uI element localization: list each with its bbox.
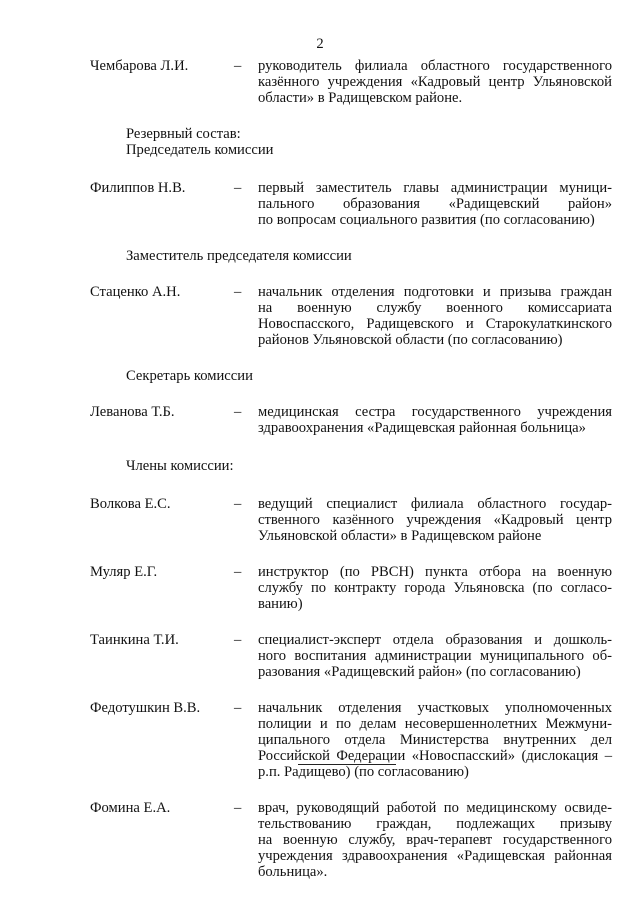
entry-tainkina bbox=[90, 632, 612, 680]
description-line: больница». bbox=[258, 864, 328, 880]
entry-volkova bbox=[90, 496, 612, 544]
entry-statsenko bbox=[90, 284, 612, 348]
entry-name: Чембарова Л.И. bbox=[90, 58, 189, 74]
description-line: Российской Федерации «Новоспасский» (дислокация – bbox=[258, 748, 612, 764]
entry-fedotushkin bbox=[90, 700, 612, 780]
description-line: на военную службу, врач-терапевт государственного bbox=[258, 832, 612, 848]
description-line: службу по контракту города Ульяновска (по согласо- bbox=[258, 580, 612, 596]
document-body bbox=[90, 58, 612, 880]
description-line: тельствованию граждан, подлежащих призыву bbox=[258, 816, 612, 832]
description-line: ственного казённого учреждения «Кадровый центр bbox=[258, 512, 612, 528]
page-number: 2 bbox=[316, 36, 324, 52]
deputy-heading: Заместитель председателя комиссии bbox=[126, 248, 352, 264]
description-line: ванию) bbox=[258, 596, 303, 612]
description-line: руководитель филиала областного государственного bbox=[258, 58, 612, 74]
description-line: первый заместитель главы администрации муници- bbox=[258, 180, 612, 196]
description-line: разования «Радищевский район» (по согласованию) bbox=[258, 664, 581, 680]
description-line: Ульяновской области» в Радищевском районе bbox=[258, 528, 542, 544]
entry-name: Леванова Т.Б. bbox=[90, 404, 175, 420]
description-line: по вопросам социального развития (по согласованию) bbox=[258, 212, 595, 228]
entry-dash: – bbox=[234, 404, 242, 420]
entry-dash: – bbox=[234, 180, 242, 196]
description-line: медицинская сестра государственного учреждения bbox=[258, 404, 612, 420]
description-line: начальник отделения подготовки и призыва граждан bbox=[258, 284, 612, 300]
description-line: казённого учреждения «Кадровый центр Ульяновской bbox=[258, 74, 612, 90]
entry-description bbox=[258, 58, 612, 106]
entry-levanova bbox=[90, 404, 612, 436]
description-line: на военную службу военного комиссариата bbox=[258, 300, 612, 316]
entry-name: Филиппов Н.В. bbox=[90, 180, 186, 196]
members-heading-block bbox=[126, 458, 612, 474]
entry-chembarova bbox=[90, 58, 612, 106]
description-line: учреждения здравоохранения «Радищевская районная bbox=[258, 848, 612, 864]
closing-rule bbox=[298, 764, 396, 765]
description-line: здравоохранения «Радищевская районная больница» bbox=[258, 420, 586, 436]
description-line: ного воспитания администрации муниципального об- bbox=[258, 648, 612, 664]
entry-description bbox=[258, 180, 612, 228]
members-heading: Члены комиссии: bbox=[126, 458, 234, 474]
entry-dash: – bbox=[234, 58, 242, 74]
description-line: р.п. Радищево) (по согласованию) bbox=[258, 764, 469, 780]
entry-description bbox=[258, 564, 612, 612]
description-line: начальник отделения участковых уполномоченных bbox=[258, 700, 612, 716]
entry-description bbox=[258, 284, 612, 348]
description-line: инструктор (по РВСН) пункта отбора на военную bbox=[258, 564, 612, 580]
entry-dash: – bbox=[234, 564, 242, 580]
description-line: ципального отдела Министерства внутренних дел bbox=[258, 732, 612, 748]
secretary-heading: Секретарь комиссии bbox=[126, 368, 253, 384]
description-line: области» в Радищевском районе. bbox=[258, 90, 463, 106]
reserve-heading-block bbox=[126, 126, 612, 158]
description-line: специалист-эксперт отдела образования и дошколь- bbox=[258, 632, 612, 648]
entry-fomina bbox=[90, 800, 612, 880]
entry-dash: – bbox=[234, 800, 242, 816]
entry-description bbox=[258, 496, 612, 544]
description-line: районов Ульяновской области (по согласованию) bbox=[258, 332, 563, 348]
entry-dash: – bbox=[234, 284, 242, 300]
entry-description bbox=[258, 700, 612, 780]
entry-filippov bbox=[90, 180, 612, 228]
entry-name: Стаценко А.Н. bbox=[90, 284, 181, 300]
entry-description bbox=[258, 800, 612, 880]
entry-description bbox=[258, 632, 612, 680]
entry-dash: – bbox=[234, 632, 242, 648]
entry-dash: – bbox=[234, 700, 242, 716]
deputy-heading-block bbox=[126, 248, 612, 264]
description-line: врач, руководящий работой по медицинскому освиде- bbox=[258, 800, 612, 816]
entry-name: Волкова Е.С. bbox=[90, 496, 171, 512]
entry-name: Муляр Е.Г. bbox=[90, 564, 158, 580]
entry-dash: – bbox=[234, 496, 242, 512]
secretary-heading-block bbox=[126, 368, 612, 384]
entry-mulyar bbox=[90, 564, 612, 612]
entry-description bbox=[258, 404, 612, 436]
description-line: пального образования «Радищевский район» bbox=[258, 196, 612, 212]
entry-name: Федотушкин В.В. bbox=[90, 700, 201, 716]
chair-heading: Председатель комиссии bbox=[126, 142, 274, 158]
entry-name: Фомина Е.А. bbox=[90, 800, 171, 816]
entry-name: Таинкина Т.И. bbox=[90, 632, 179, 648]
description-line: ведущий специалист филиала областного государ- bbox=[258, 496, 612, 512]
description-line: полиции и по делам несовершеннолетних Межмуни- bbox=[258, 716, 612, 732]
reserve-heading: Резервный состав: bbox=[126, 126, 241, 142]
description-line: Новоспасского, Радищевского и Старокулаткинского bbox=[258, 316, 612, 332]
